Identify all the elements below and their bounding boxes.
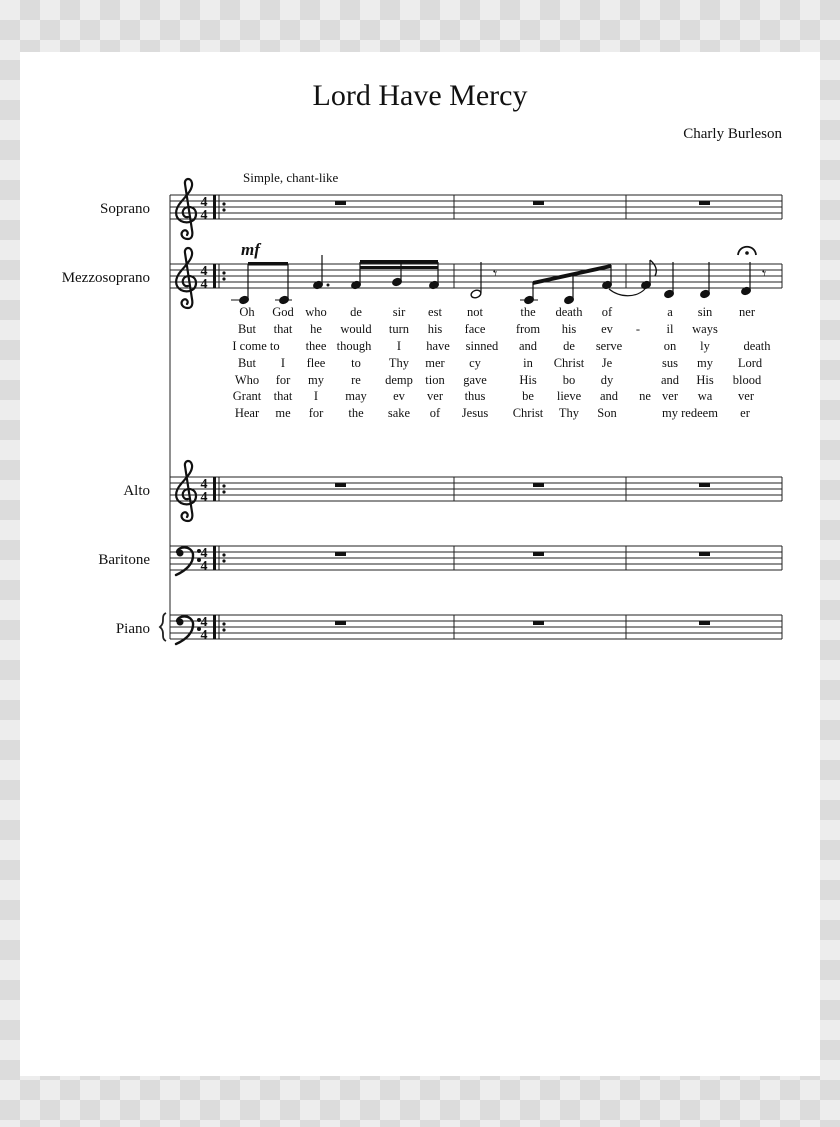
lyric-syllable: Je: [601, 356, 613, 370]
lyric-syllable: who: [305, 305, 327, 319]
lyric-syllable: that: [273, 322, 293, 336]
lyric-syllable: he: [310, 322, 322, 336]
lyric-syllable: Hear: [234, 406, 260, 420]
title: Lord Have Mercy: [312, 79, 528, 112]
lyric-syllable: tion: [425, 373, 445, 387]
lyric-syllable: my redeem: [662, 406, 718, 420]
time-sig-denominator: 4: [200, 628, 208, 643]
lyric-syllable: His: [519, 373, 537, 387]
lyric-syllable: ev: [393, 389, 405, 403]
part-name-mezzosoprano: Mezzosoprano: [61, 270, 150, 286]
lyric-syllable: my: [308, 373, 324, 387]
lyric-syllable: wa: [697, 389, 713, 403]
lyric-syllable: Thy: [558, 406, 580, 420]
part-name-baritone: Baritone: [98, 552, 150, 568]
lyric-syllable: me: [275, 406, 291, 420]
lyric-syllable: turn: [388, 322, 410, 336]
lyric-syllable: Thy: [388, 356, 410, 370]
lyric-syllable: thee: [305, 339, 327, 353]
lyric-syllable: for: [308, 406, 324, 420]
lyric-syllable: be: [522, 389, 534, 403]
time-sig-numerator: 4: [200, 546, 208, 561]
lyric-syllable: in: [523, 356, 533, 370]
lyric-syllable: ways: [692, 322, 718, 336]
lyric-syllable: may: [345, 389, 367, 403]
lyric-syllable: Oh: [239, 305, 255, 319]
lyric-syllable: cy: [469, 356, 481, 370]
lyrics: [232, 305, 771, 420]
lyric-syllable: his: [561, 322, 577, 336]
lyric-syllable: and: [660, 373, 680, 387]
lyric-syllable: a: [667, 305, 673, 319]
lyric-syllable: er: [740, 406, 750, 420]
lyric-syllable: sake: [387, 406, 411, 420]
part-name-alto: Alto: [123, 483, 150, 499]
lyric-syllable: flee: [306, 356, 326, 370]
lyric-syllable: the: [348, 406, 364, 420]
lyric-syllable: I: [280, 356, 286, 370]
svg-text:𝄾: 𝄾: [762, 264, 767, 283]
treble-clef-icon: [176, 179, 196, 239]
lyric-syllable: Who: [234, 373, 260, 387]
lyric-syllable: ver: [427, 389, 443, 403]
lyric-syllable: de: [563, 339, 575, 353]
lyric-syllable: il: [666, 322, 674, 336]
lyric-syllable: my: [697, 356, 713, 370]
treble-clef-icon: [176, 461, 196, 521]
time-sig-numerator: 4: [200, 477, 208, 492]
lyric-syllable: to: [351, 356, 361, 370]
lyric-syllable: death: [555, 305, 583, 319]
dynamic-mf: mf: [241, 240, 260, 259]
staff-mezzosoprano: [170, 264, 782, 288]
lyric-syllable: re: [351, 373, 361, 387]
part-name-piano: Piano: [115, 621, 150, 637]
time-sig-denominator: 4: [200, 277, 208, 292]
lyric-syllable: not: [467, 305, 483, 319]
lyric-syllable: ly: [700, 339, 710, 353]
lyric-syllable: mer: [425, 356, 445, 370]
lyric-syllable: His: [696, 373, 714, 387]
lyric-syllable: sinned: [465, 339, 499, 353]
lyric-syllable: I: [396, 339, 402, 353]
lyric-syllable: gave: [463, 373, 487, 387]
lyric-syllable: face: [464, 322, 486, 336]
treble-clef-icon: [176, 248, 196, 308]
staff-soprano: [170, 195, 782, 219]
staff-baritone: [170, 546, 782, 570]
lyric-syllable: Lord: [737, 356, 763, 370]
lyric-syllable: But: [237, 356, 257, 370]
lyric-syllable: and: [518, 339, 538, 353]
lyric-syllable: have: [426, 339, 450, 353]
lyric-syllable: Son: [597, 406, 617, 420]
lyric-syllable: thus: [464, 389, 486, 403]
lyric-syllable: ver: [662, 389, 678, 403]
time-sig-numerator: 4: [200, 264, 208, 279]
lyric-syllable: God: [272, 305, 294, 319]
lyric-syllable: his: [427, 322, 443, 336]
svg-text:𝄾: 𝄾: [493, 264, 498, 283]
lyric-syllable: and: [599, 389, 619, 403]
lyric-syllable: lieve: [556, 389, 582, 403]
lyric-syllable: sus: [662, 356, 678, 370]
part-name-soprano: Soprano: [100, 201, 150, 217]
time-sig-numerator: 4: [200, 195, 208, 210]
time-sig-numerator: 4: [200, 615, 208, 630]
lyric-syllable: blood: [732, 373, 762, 387]
lyric-syllable: But: [237, 322, 257, 336]
lyric-syllable: ne: [639, 389, 651, 403]
lyric-syllable: would: [340, 322, 372, 336]
lyric-syllable: sir: [392, 305, 406, 319]
lyric-syllable: that: [273, 389, 293, 403]
time-sig-denominator: 4: [200, 490, 208, 505]
lyric-syllable: bo: [562, 373, 576, 387]
piano-brace: [160, 613, 166, 641]
lyric-syllable: for: [275, 373, 291, 387]
lyric-syllable: -: [635, 322, 641, 336]
lyric-syllable: I: [313, 389, 319, 403]
lyric-syllable: est: [428, 305, 442, 319]
lyric-syllable: I come to: [232, 339, 280, 353]
lyric-syllable: dy: [600, 373, 614, 387]
lyric-syllable: ev: [601, 322, 613, 336]
lyric-syllable: from: [515, 322, 541, 336]
lyric-syllable: though: [336, 339, 372, 353]
lyric-syllable: Jesus: [461, 406, 489, 420]
lyric-syllable: the: [520, 305, 536, 319]
time-sig-denominator: 4: [200, 208, 208, 223]
staff-alto: [170, 477, 782, 501]
lyric-syllable: Christ: [512, 406, 544, 420]
lyric-syllable: sin: [697, 305, 713, 319]
lyric-syllable: ver: [738, 389, 754, 403]
lyric-syllable: Grant: [232, 389, 262, 403]
lyric-syllable: of: [429, 406, 441, 420]
lyric-syllable: death: [743, 339, 771, 353]
lyric-syllable: de: [350, 305, 362, 319]
lyric-syllable: on: [663, 339, 677, 353]
tempo-marking: Simple, chant-like: [243, 170, 339, 185]
lyric-syllable: ner: [739, 305, 755, 319]
lyric-syllable: demp: [385, 373, 413, 387]
lyric-syllable: serve: [595, 339, 623, 353]
time-sig-denominator: 4: [200, 559, 208, 574]
lyric-syllable: of: [601, 305, 613, 319]
staff-piano: [170, 615, 782, 639]
composer: Charly Burleson: [683, 126, 782, 142]
lyric-syllable: Christ: [553, 356, 585, 370]
